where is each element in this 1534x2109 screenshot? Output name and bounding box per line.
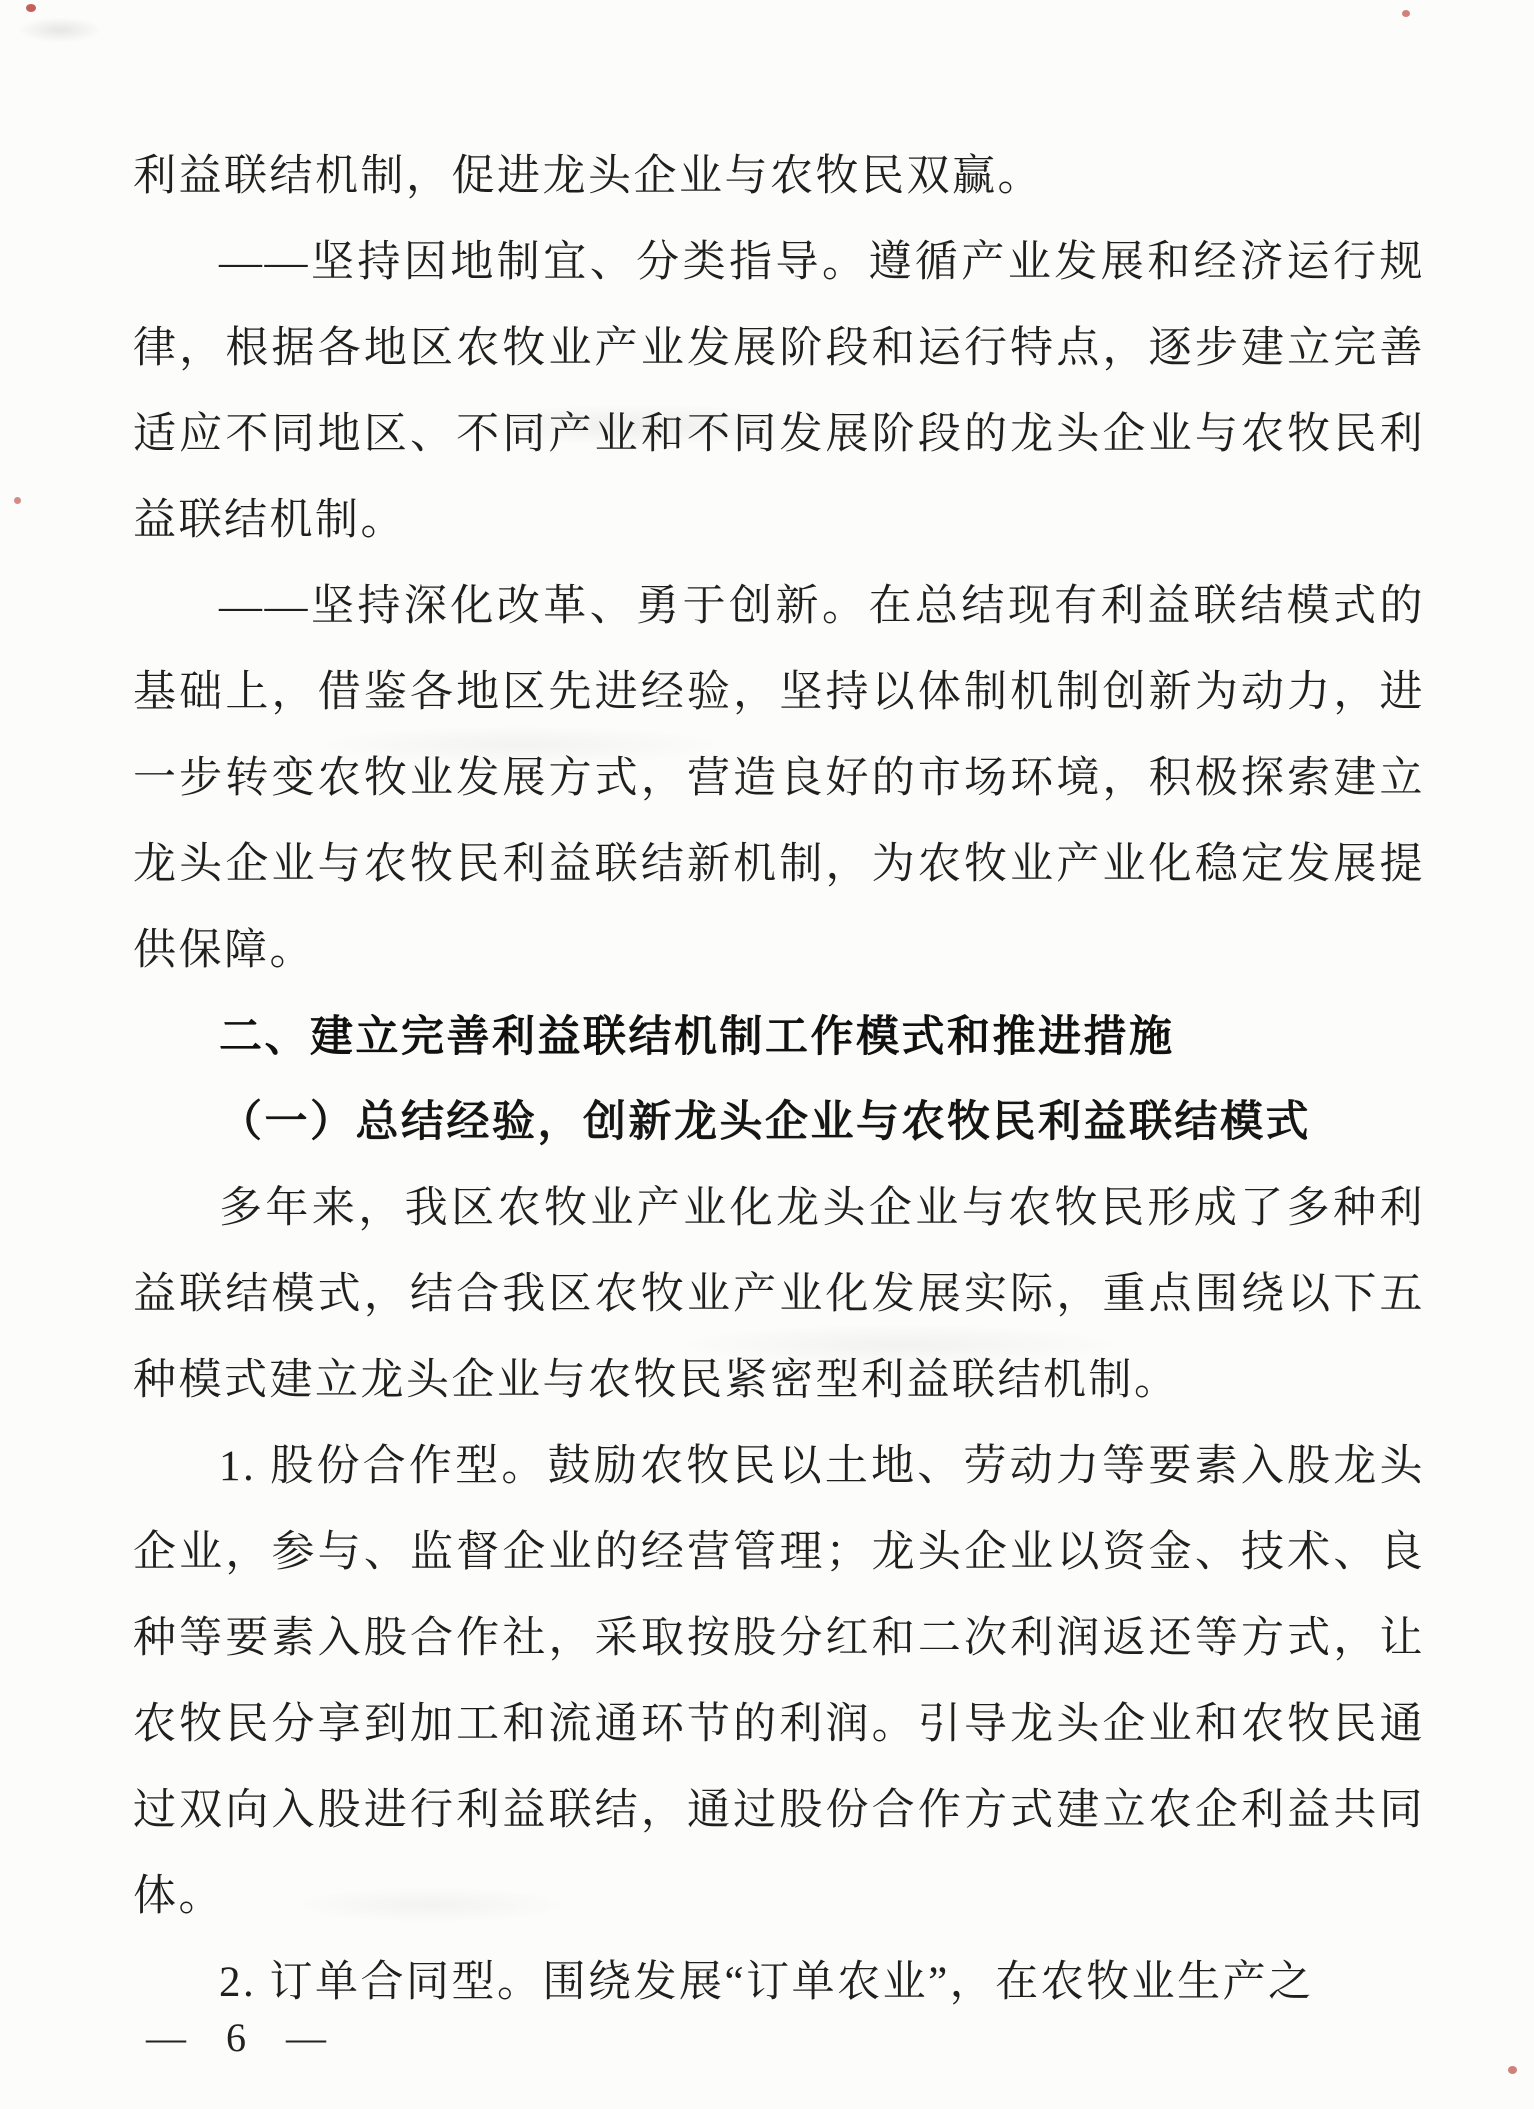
subsection-heading: （一）总结经验，创新龙头企业与农牧民利益联结模式 xyxy=(219,1099,1311,1146)
principle-paragraph-deepen-reform: ——坚持深化改革、勇于创新。在总结现有利益联结模式的基础上，借鉴各地区先进经验，坚持以体制机制创新为动力，进一步转变农牧业发展方式，营造良好的市场环境，积极探索建立龙头企业与农牧民利益联结新机制，为农牧业产业化稳定发展提供保障。 xyxy=(133,583,1425,974)
body-paragraph-share-cooperation-model: 1. 股份合作型。鼓励农牧民以土地、劳动力等要素入股龙头企业，参与、监督企业的经营管理；龙头企业以资金、技术、良种等要素入股合作社，采取按股分红和二次利润返还等方式，让农牧民分享到加工和流通环节的利润。引导龙头企业和农牧民通过双向入股进行利益联结，通过股份合作方式建立农企利益共同体。 xyxy=(133,1443,1425,1920)
body-paragraph-overview: 多年来，我区农牧业产业化龙头企业与农牧民形成了多种利益联结模式，结合我区农牧业产业化发展实际，重点围绕以下五种模式建立龙头企业与农牧民紧密型利益联结机制。 xyxy=(133,1185,1425,1404)
continuation-paragraph: 利益联结机制，促进龙头企业与农牧民双赢。 xyxy=(133,153,1043,200)
scan-speck-artifact xyxy=(14,497,21,504)
document-body xyxy=(133,134,1425,2026)
body-paragraph-order-contract-model: 2. 订单合同型。围绕发展“订单农业”，在农牧业生产之 xyxy=(219,1959,1314,2006)
section-heading: 二、建立完善利益联结机制工作模式和推进措施 xyxy=(219,1013,1175,1061)
scan-speck-artifact xyxy=(26,4,36,12)
principle-paragraph-adapt-local-conditions: ——坚持因地制宜、分类指导。遵循产业发展和经济运行规律，根据各地区农牧业产业发展阶段和运行特点，逐步建立完善适应不同地区、不同产业和不同发展阶段的龙头企业与农牧民利益联结机制。 xyxy=(133,239,1425,544)
scan-speck-artifact xyxy=(1402,10,1410,17)
page-number: — 6 — xyxy=(146,2015,330,2060)
scan-speck-artifact xyxy=(1508,2066,1517,2074)
